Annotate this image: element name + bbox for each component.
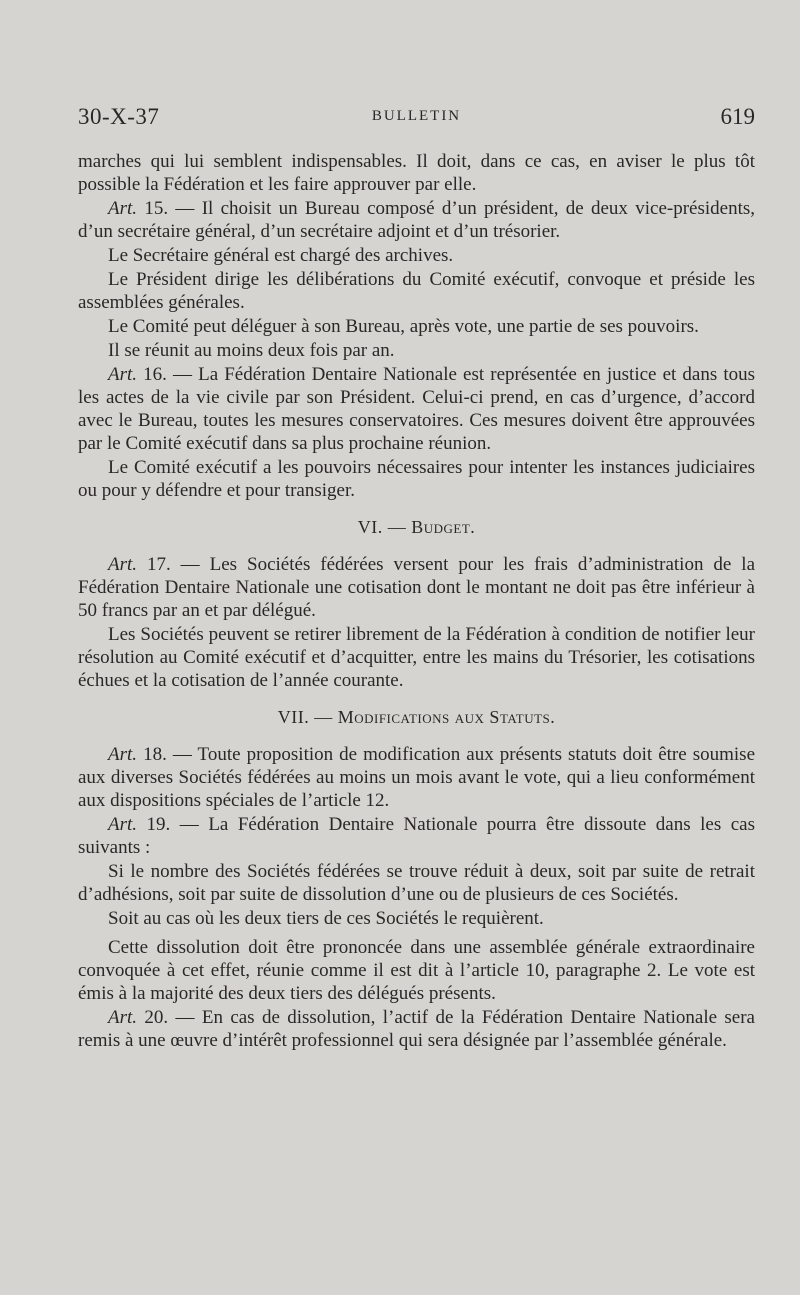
paragraph: Si le nombre des Sociétés fédérées se trouve réduit à deux, soit par suite de retrait d’adhésions, soit par suite de dissolution d’une ou de plusieurs de ces Sociétés.	[78, 861, 755, 905]
running-head	[78, 100, 755, 136]
paragraph: Le Président dirige les délibérations du Comité exécutif, convoque et préside les assemblées générales.	[78, 269, 755, 313]
section-heading-modifications	[78, 706, 755, 729]
header-date: 30-X-37	[78, 104, 160, 129]
article-text: 20. — En cas de dissolution, l’actif de la Fédération Dentaire Nationale sera remis à une œuvre d’intérêt professionnel qui sera désignée par l’assemblée générale.	[78, 1007, 755, 1051]
article-20	[78, 1006, 755, 1052]
article-18	[78, 743, 755, 812]
paragraph: Le Comité exécutif a les pouvoirs nécessaires pour intenter les instances judiciaires ou pour y défendre et pour transiger.	[78, 457, 755, 501]
article-label: Art.	[108, 364, 138, 385]
paragraph: Il se réunit au moins deux fois par an.	[108, 340, 395, 361]
article-label: Art.	[108, 814, 138, 835]
page-number: 619	[720, 104, 755, 129]
article-text: 17. — Les Sociétés fédérées versent pour les frais d’administration de la Fédération Dentaire Nationale une cotisation dont le montant ne doit pas être inférieur à 50 francs par an et par délégué.	[78, 554, 755, 621]
article-text: 16. — La Fédération Dentaire Nationale est représentée en justice et dans tous les actes de la vie civile par son Président. Celui-ci prend, en cas d’urgence, d’accord avec le Bureau, toutes les mesures conservatoires. Ces mesures doivent être approuvées par le Comité exécutif dans sa plus prochaine réunion.	[78, 364, 755, 454]
section-title: Modifications aux Statuts.	[337, 707, 556, 727]
article-15	[78, 197, 755, 243]
article-16	[78, 363, 755, 455]
paragraph: Les Sociétés peuvent se retirer librement de la Fédération à condition de notifier leur résolution au Comité exécutif et d’acquitter, entre les mains du Trésorier, les cotisations échues et la cotisation de l’année courante.	[78, 624, 755, 691]
header-title: BULLETIN	[371, 108, 462, 124]
article-text: 15. — Il choisit un Bureau composé d’un président, de deux vice-présidents, d’un secrétaire général, d’un secrétaire adjoint et d’un trésorier.	[78, 198, 755, 242]
article-label: Art.	[108, 1007, 138, 1028]
paragraph: Soit au cas où les deux tiers de ces Sociétés le requièrent.	[108, 908, 544, 929]
article-text: 18. — Toute proposition de modification aux présents statuts doit être soumise aux diverses Sociétés fédérées au moins un mois avant le vote, qui a lieu conformément aux dispositions spéciales de l’article 12.	[78, 744, 756, 811]
article-label: Art.	[108, 198, 138, 219]
paragraph: Le Secrétaire général est chargé des archives.	[108, 245, 454, 266]
section-number: VII. —	[277, 707, 333, 727]
article-label: Art.	[108, 744, 138, 765]
section-title: Budget.	[411, 517, 476, 537]
paragraph: Le Comité peut déléguer à son Bureau, après vote, une partie de ses pouvoirs.	[108, 316, 699, 337]
section-number: VI. —	[357, 517, 407, 537]
article-label: Art.	[108, 554, 138, 575]
paragraph: Cette dissolution doit être prononcée dans une assemblée générale extraordinaire convoquée à cet effet, réunie comme il est dit à l’article 10, paragraphe 2. Le vote est émis à la majorité des deux tiers des délégués présents.	[78, 937, 755, 1004]
body-text	[78, 150, 755, 1053]
article-19	[78, 813, 755, 859]
paragraph: marches qui lui semblent indispensables. Il doit, dans ce cas, en aviser le plus tôt possible la Fédération et les faire approuver par elle.	[78, 151, 755, 195]
article-text: 19. — La Fédération Dentaire Nationale pourra être dissoute dans les cas suivants :	[78, 814, 755, 858]
article-17	[78, 553, 755, 622]
section-heading-budget	[78, 516, 755, 539]
